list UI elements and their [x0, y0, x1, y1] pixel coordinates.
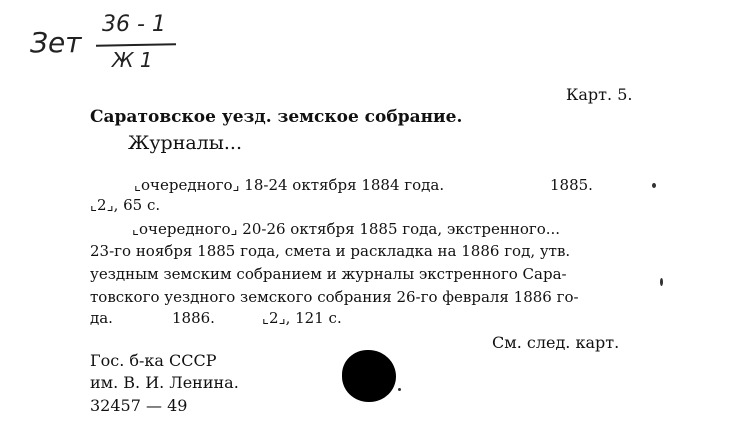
- card-heading: Саратовское уезд. земское собрание.: [90, 107, 463, 127]
- handwritten-shelf-prefix: Зет: [30, 26, 82, 59]
- library-stamp-line-1: Гос. б-ка СССР: [90, 351, 217, 370]
- entry-1885-line-3: уездным земским собранием и журналы экстренного Сара-: [90, 265, 567, 283]
- library-stamp-line-2: им. В. И. Ленина.: [90, 373, 239, 392]
- entry-1884: ⌞очередного⌟ 18-24 октября 1884 года.: [134, 176, 445, 194]
- entry-1885-line-1: ⌞очередного⌟ 20-26 октября 1885 года, экстренного...: [132, 220, 561, 238]
- entry-1884-year: 1885.: [550, 176, 593, 194]
- scan-speck: [398, 388, 401, 391]
- entry-1886-pages: ⌞2⌟, 121 с.: [262, 309, 342, 327]
- entry-1885-line-2: 23-го ноября 1885 года, смета и раскладка на 1886 год, утв.: [90, 242, 571, 260]
- punch-hole-blot: [342, 350, 396, 402]
- see-next-card: См. след. карт.: [492, 333, 620, 352]
- handwritten-denominator: Ж 1: [112, 48, 153, 72]
- entry-1885-line-5: да.: [90, 309, 113, 327]
- handwritten-numerator: 36 - 1: [102, 12, 166, 37]
- entry-1886-year: 1886.: [172, 309, 215, 327]
- handwritten-fraction-line: [96, 43, 176, 46]
- entry-1884-pages: ⌞2⌟, 65 с.: [90, 196, 161, 214]
- card-number: Карт. 5.: [566, 85, 633, 104]
- scan-speck: [652, 183, 656, 188]
- card-subtitle: Журналы...: [128, 132, 242, 154]
- entry-1885-line-4: товского уездного земского собрания 26-го февраля 1886 го-: [90, 288, 579, 306]
- library-stamp-line-3: 32457 — 49: [90, 396, 188, 415]
- scan-speck: [660, 278, 663, 286]
